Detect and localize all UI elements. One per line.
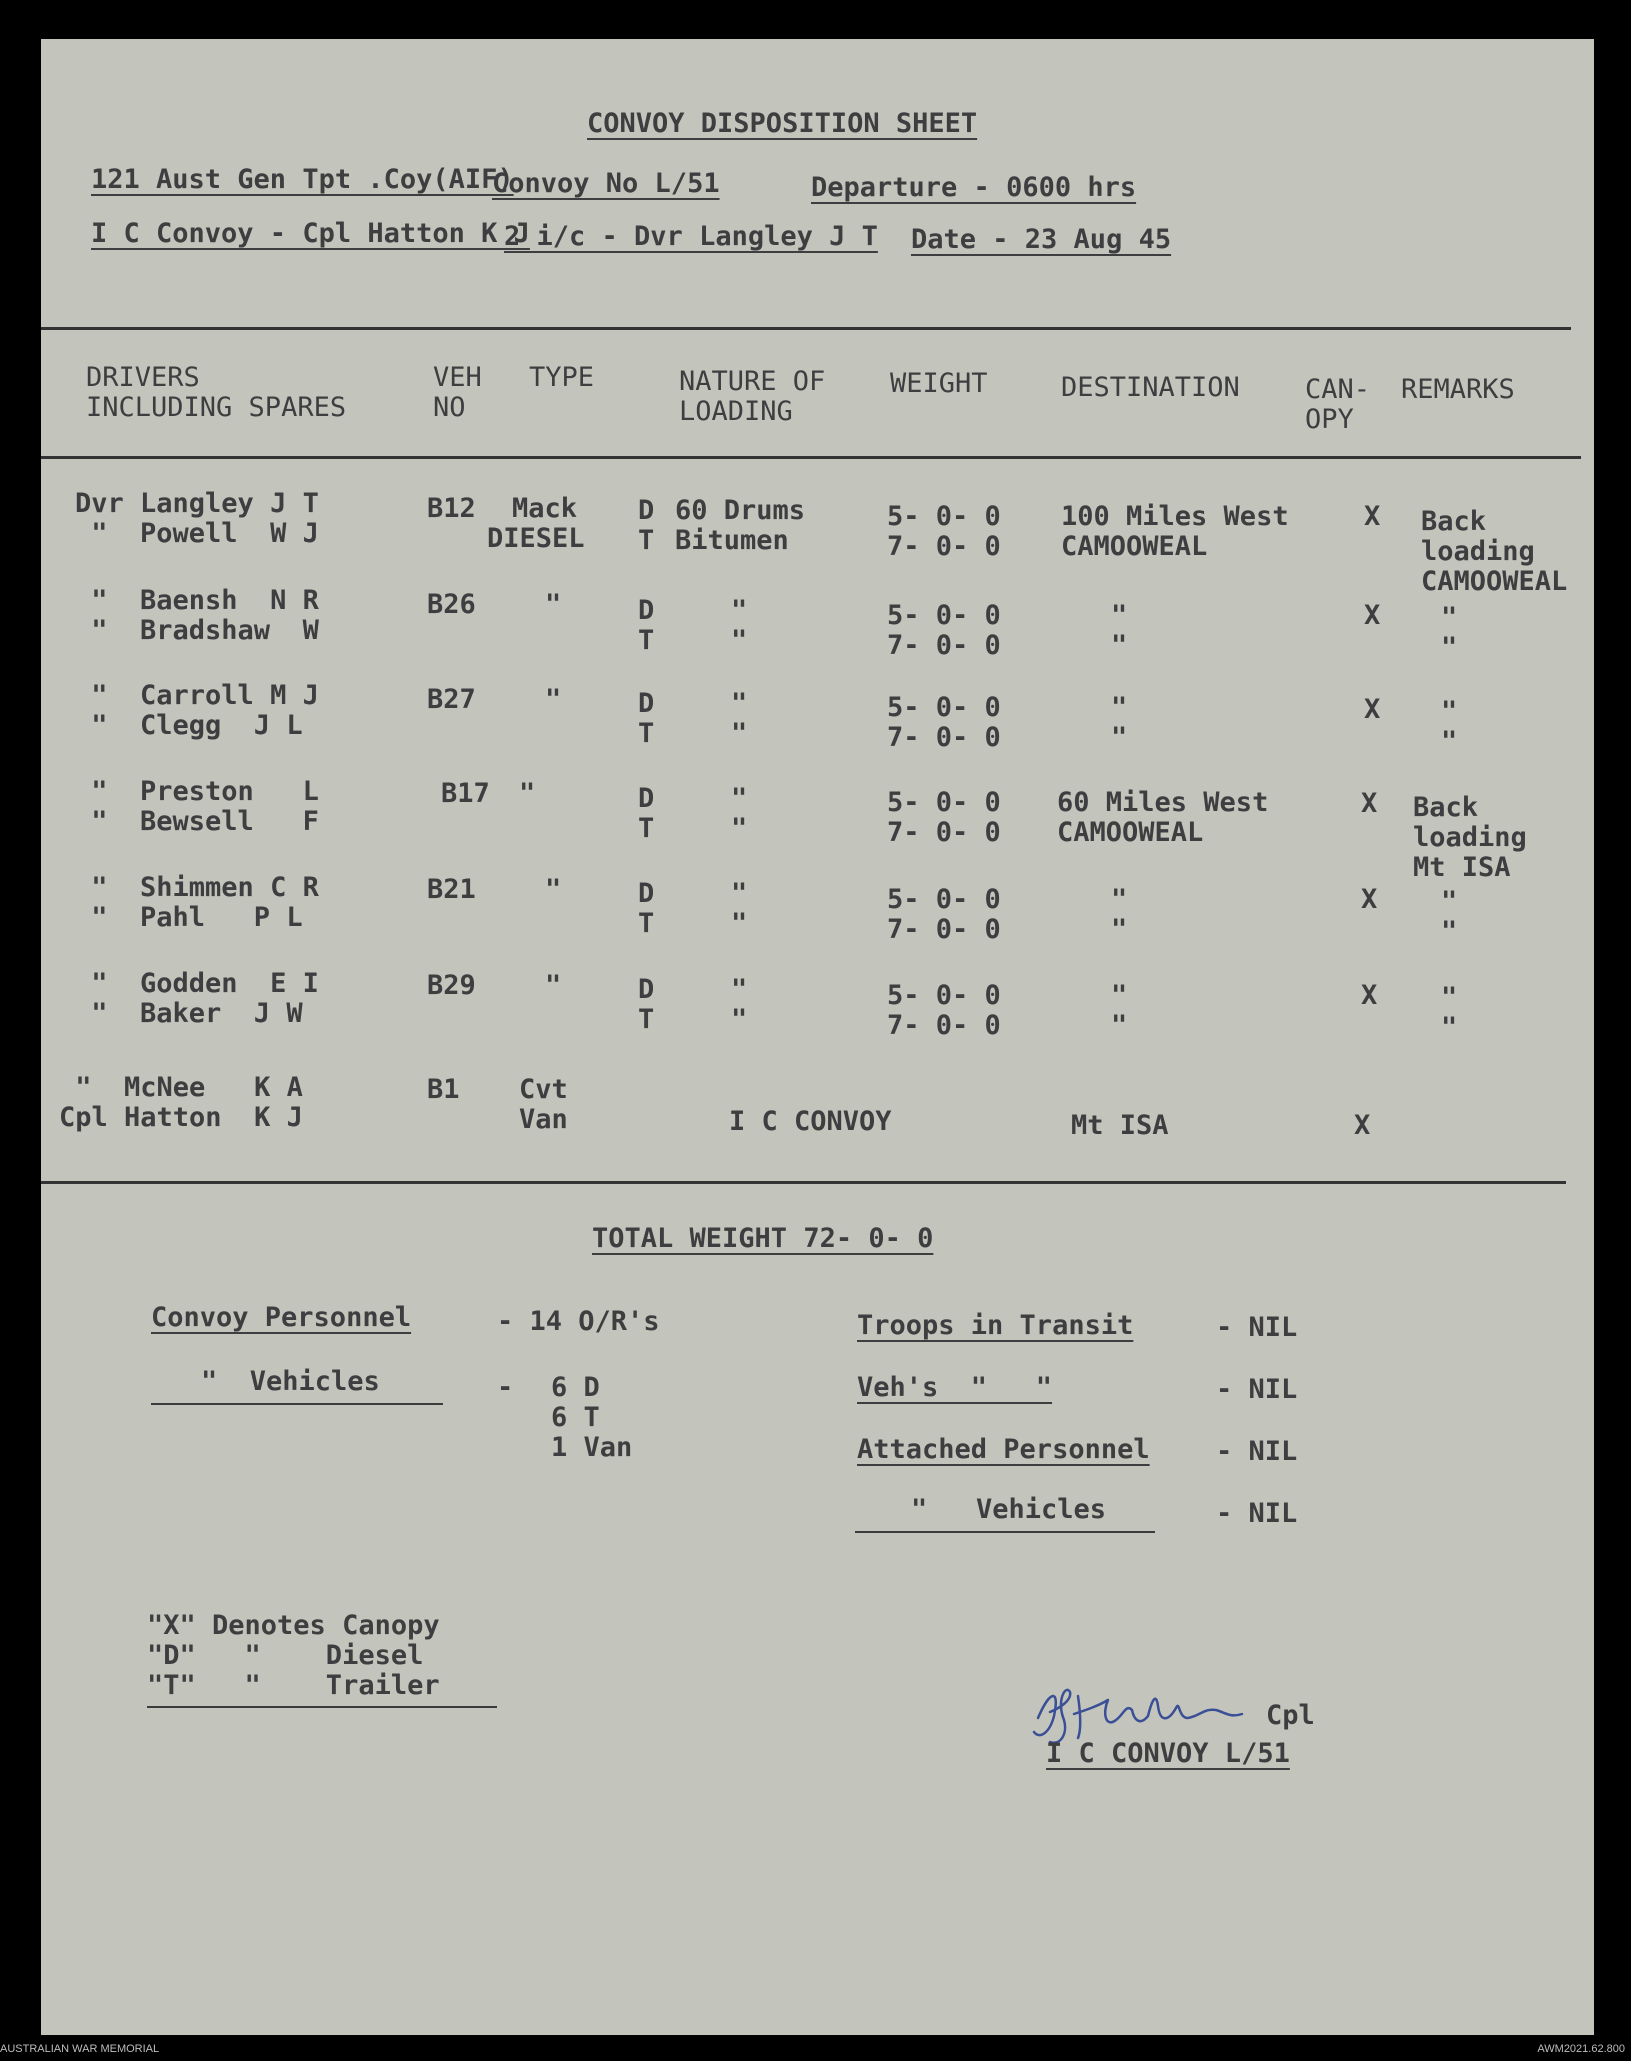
col-destination: DESTINATION <box>1061 372 1240 403</box>
attached-vehicles-label: " Vehicles <box>911 1494 1107 1525</box>
row-destination: " " <box>1111 692 1128 753</box>
vehicles-underline <box>151 1403 443 1405</box>
row-drivers: " Shimmen C R " Pahl P L <box>91 872 319 933</box>
col-remarks: REMARKS <box>1401 374 1515 405</box>
col-loading: NATURE OF LOADING <box>679 366 826 427</box>
row-type: " <box>545 589 562 620</box>
row-weight: 5- 0- 0 7- 0- 0 <box>887 884 1001 945</box>
sheet-date: Date - 23 Aug 45 <box>911 224 1172 255</box>
unit-name: 121 Aust Gen Tpt .Coy(AIF) <box>91 164 514 195</box>
row-dt: D T <box>638 688 655 749</box>
total-weight: TOTAL WEIGHT 72- 0- 0 <box>592 1223 934 1254</box>
signatory-title: I C CONVOY L/51 <box>1046 1738 1290 1769</box>
row-drivers: " Baensh N R " Bradshaw W <box>91 585 319 646</box>
top-divider <box>41 327 1571 330</box>
row-canopy: X <box>1364 501 1381 532</box>
row-weight: 5- 0- 0 7- 0- 0 <box>887 787 1001 848</box>
row-type: " <box>519 778 536 809</box>
attached-vehicles-value: - NIL <box>1216 1498 1298 1529</box>
row-canopy: X <box>1364 600 1381 631</box>
row-weight: 5- 0- 0 7- 0- 0 <box>887 980 1001 1041</box>
row-weight: 5- 0- 0 7- 0- 0 <box>887 501 1001 562</box>
archive-credit: AUSTRALIAN WAR MEMORIAL <box>0 2043 160 2055</box>
row-destination: Mt ISA <box>1071 1110 1169 1141</box>
col-type: TYPE <box>529 362 595 393</box>
row-drivers: " Carroll M J " Clegg J L <box>91 680 319 741</box>
row-veh-no: B26 <box>427 589 476 620</box>
row-drivers: " Preston L " Bewsell F <box>91 776 319 837</box>
row-remarks: Back loading CAMOOWEAL <box>1421 506 1568 597</box>
legend: "X" Denotes Canopy "D" " Diesel "T" " Trailer <box>147 1610 440 1701</box>
troops-in-transit-value: - NIL <box>1216 1312 1298 1343</box>
signatory-rank: Cpl <box>1266 1700 1315 1731</box>
row-type: " <box>545 684 562 715</box>
vehs-in-transit-label: Veh's " " <box>857 1372 1053 1403</box>
row-destination: " " <box>1111 980 1128 1041</box>
row-dt: D T <box>638 495 655 556</box>
row-veh-no: B21 <box>427 874 476 905</box>
legend-underline <box>147 1706 497 1708</box>
row-drivers: " Godden E I " Baker J W <box>91 968 319 1029</box>
row-type: Cvt Van <box>519 1074 568 1135</box>
row-canopy: X <box>1354 1110 1371 1141</box>
col-weight: WEIGHT <box>890 368 988 399</box>
row-dt: D T <box>638 595 655 656</box>
ic-convoy: I C Convoy - Cpl Hatton K J <box>91 218 530 249</box>
row-destination: " " <box>1111 600 1128 661</box>
row-loading: 60 Drums Bitumen <box>675 495 806 556</box>
row-type: " <box>545 970 562 1001</box>
row-canopy: X <box>1364 694 1381 725</box>
row-veh-no: B17 <box>441 778 490 809</box>
row-dt: D T <box>638 878 655 939</box>
row-dt: D T <box>638 974 655 1035</box>
col-canopy: CAN- OPY <box>1305 374 1371 435</box>
row-remarks: " " <box>1441 602 1458 663</box>
attached-personnel-value: - NIL <box>1216 1436 1298 1467</box>
row-veh-no: B1 <box>427 1074 460 1105</box>
table-divider <box>41 1181 1566 1184</box>
row-type: " <box>545 874 562 905</box>
row-canopy: X <box>1361 788 1378 819</box>
row-loading: I C CONVOY <box>729 1106 892 1137</box>
troops-in-transit-label: Troops in Transit <box>857 1310 1134 1341</box>
row-remarks: " " <box>1441 696 1458 757</box>
vehicles-value: 6 D 6 T 1 Van <box>551 1372 633 1463</box>
attached-personnel-label: Attached Personnel <box>857 1434 1150 1465</box>
convoy-personnel-value: - 14 O/R's <box>497 1306 660 1337</box>
row-veh-no: B27 <box>427 684 476 715</box>
row-canopy: X <box>1361 980 1378 1011</box>
row-loading: " " <box>731 878 748 939</box>
row-weight: 5- 0- 0 7- 0- 0 <box>887 692 1001 753</box>
row-loading: " " <box>731 595 748 656</box>
convoy-personnel-label: Convoy Personnel <box>151 1302 412 1333</box>
col-veh-no: VEH NO <box>433 362 482 423</box>
row-loading: " " <box>731 688 748 749</box>
row-canopy: X <box>1361 884 1378 915</box>
row-type: Mack DIESEL <box>487 493 585 554</box>
row-destination: " " <box>1111 884 1128 945</box>
archive-reference: AWM2021.62.800 <box>1537 2043 1625 2055</box>
row-veh-no: B29 <box>427 970 476 1001</box>
row-weight: 5- 0- 0 7- 0- 0 <box>887 600 1001 661</box>
row-drivers: " McNee K A Cpl Hatton K J <box>59 1072 303 1133</box>
row-drivers: Dvr Langley J T " Powell W J <box>75 488 319 549</box>
row-destination: 100 Miles West CAMOOWEAL <box>1061 501 1289 562</box>
row-remarks: " " <box>1441 886 1458 947</box>
col-drivers: DRIVERS INCLUDING SPARES <box>86 362 347 423</box>
row-destination: 60 Miles West CAMOOWEAL <box>1057 787 1269 848</box>
row-remarks: Back loading Mt ISA <box>1413 792 1527 883</box>
vehicles-label: " Vehicles <box>201 1366 380 1397</box>
row-loading: " " <box>731 783 748 844</box>
row-loading: " " <box>731 974 748 1035</box>
row-veh-no: B12 <box>427 493 476 524</box>
second-in-charge: 2 i/c - Dvr Langley J T <box>504 221 878 252</box>
attached-vehicles-underline <box>855 1531 1155 1533</box>
vehs-in-transit-value: - NIL <box>1216 1374 1298 1405</box>
header-divider <box>41 456 1581 459</box>
document-title: CONVOY DISPOSITION SHEET <box>587 108 978 139</box>
convoy-number: Convoy No L/51 <box>492 168 720 199</box>
document-page <box>41 39 1594 2035</box>
vehicles-dash: - <box>497 1372 514 1403</box>
departure-time: Departure - 0600 hrs <box>811 172 1137 203</box>
row-dt: D T <box>638 783 655 844</box>
row-remarks: " " <box>1441 982 1458 1043</box>
